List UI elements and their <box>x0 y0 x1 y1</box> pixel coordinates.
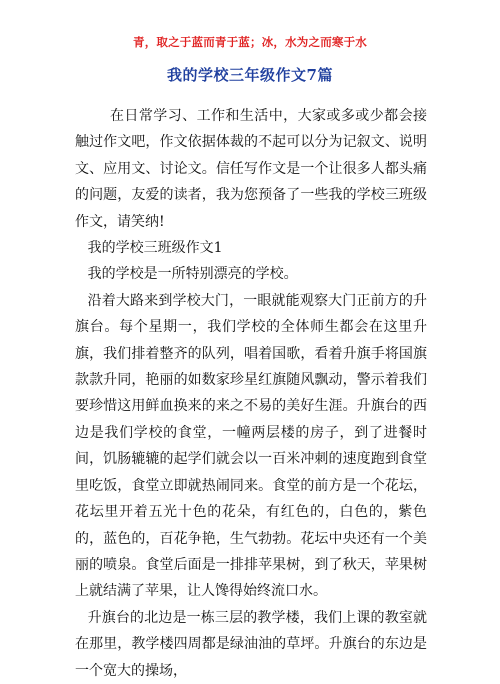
motto-header: 青，取之于蓝而青于蓝；冰，水为之而寒于水 <box>133 35 367 49</box>
body-paragraph: 升旗台的北边是一栋三层的教学楼，我们上课的教室就在那里，教学楼四周都是绿油油的草坪。升旗台的东边是一个宽大的操场， <box>75 609 427 679</box>
essay-heading: 我的学校三班级作文1 <box>87 240 223 257</box>
intro-paragraph: 在日常学习、工作和生活中，大家或多或少都会接触过作文吧，作文依据体裁的不起可以分为记叙文、说明文、应用文、讨论文。信任写作文是一个让很多人都头痛的问题，友爱的读者，我为您预备了一些我的学校三班级作文，请笑纳! <box>75 108 427 230</box>
document-body <box>75 103 427 684</box>
body-paragraph: 我的学校是一所特别漂亮的学校。 <box>87 266 298 283</box>
document-title: 我的学校三年级作文7篇 <box>167 66 333 84</box>
body-paragraph: 沿着大路来到学校大门，一眼就能观察大门正前方的升旗台。每个星期一，我们学校的全体师生都会在这里升旗，我们排着整齐的队列，唱着国歌，看着升旗手将国旗款款升同，艳丽的如数家珍星红旗随风飘动，警示着我们要珍惜这用鲜血换来的来之不易的美好生涯。升旗台的西边是我们学校的食堂，一幢两层楼的房子，到了进餐时间，饥肠辘辘的起学们就会以一百米冲刺的速度跑到食堂里吃饭，食堂立即就热闹同来。食堂的前方是一个花坛，花坛里开着五光十色的花朵，有红色的，白色的，紫色的，蓝色的，百花争艳，生气勃勃。花坛中央还有一个美丽的喷泉。食堂后面是一排排苹果树，到了秋天，苹果树上就结满了苹果，让人馋得始终流口水。 <box>75 292 427 600</box>
